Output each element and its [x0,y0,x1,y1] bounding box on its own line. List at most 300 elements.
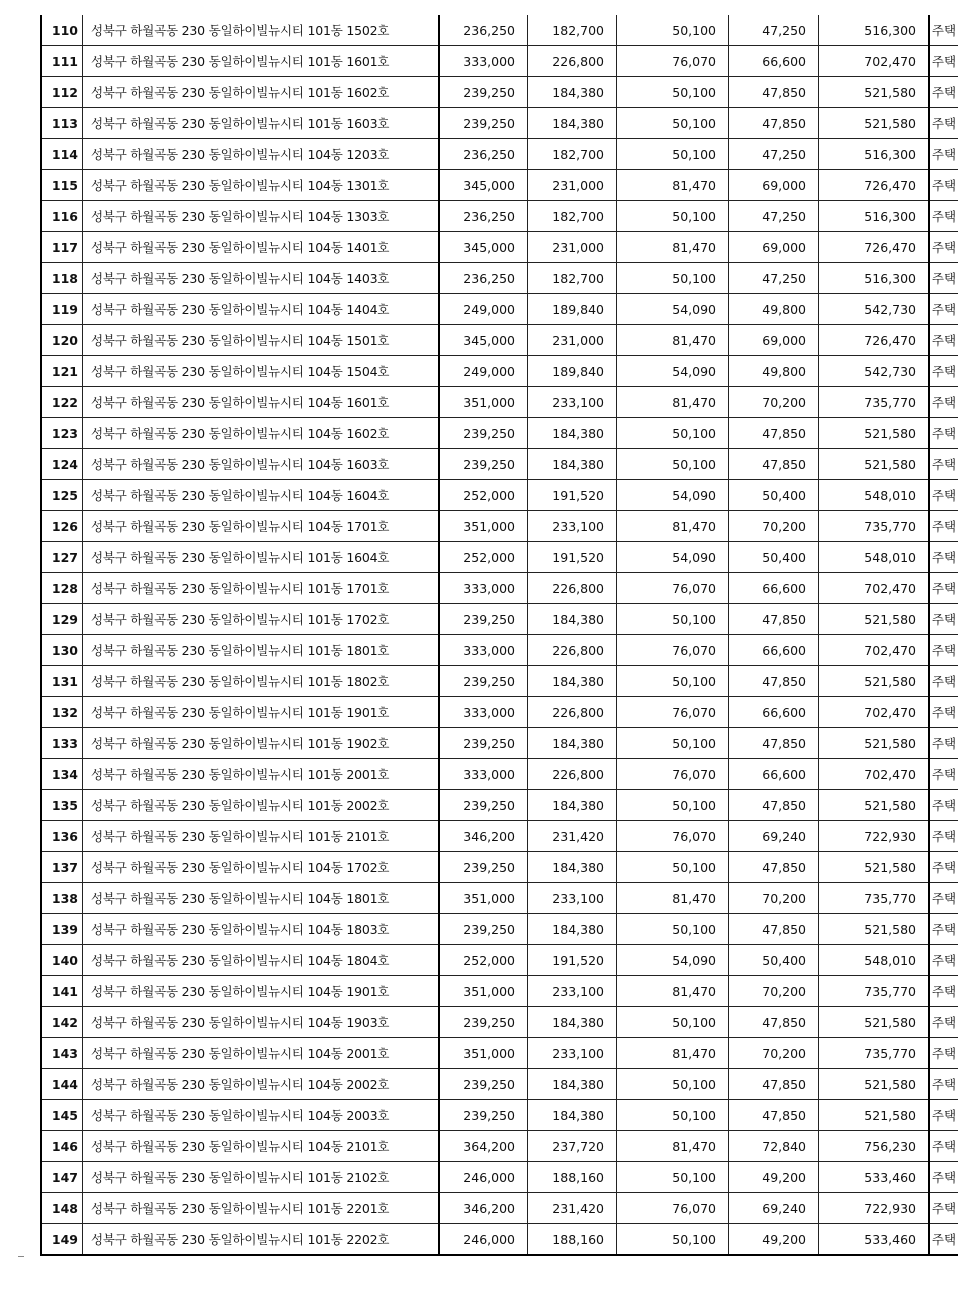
amount-total: 542,730 [819,294,930,325]
amount-col-2: 233,100 [528,511,617,542]
amount-total: 521,580 [819,108,930,139]
row-number: 126 [41,511,83,542]
amount-col-4: 69,000 [729,232,819,263]
amount-total: 702,470 [819,573,930,604]
amount-col-1: 239,250 [439,1069,528,1100]
table-row [41,790,958,821]
amount-col-1: 252,000 [439,542,528,573]
amount-col-3: 54,090 [617,945,729,976]
row-number: 146 [41,1131,83,1162]
property-type: 주택 [929,604,958,635]
amount-total: 548,010 [819,945,930,976]
row-number: 147 [41,1162,83,1193]
amount-col-3: 50,100 [617,201,729,232]
amount-col-3: 81,470 [617,170,729,201]
property-type: 주택 [929,449,958,480]
property-type: 주택 [929,1162,958,1193]
property-address: 성북구 하월곡동 230 동일하이빌뉴시티 104동 1602호 [83,418,440,449]
table-row [41,542,958,573]
amount-col-4: 47,850 [729,1069,819,1100]
amount-col-2: 191,520 [528,542,617,573]
amount-col-2: 226,800 [528,635,617,666]
amount-col-3: 50,100 [617,139,729,170]
amount-total: 533,460 [819,1162,930,1193]
amount-col-2: 189,840 [528,294,617,325]
amount-total: 521,580 [819,77,930,108]
amount-col-2: 233,100 [528,387,617,418]
amount-col-3: 50,100 [617,790,729,821]
amount-col-4: 47,250 [729,139,819,170]
amount-col-3: 50,100 [617,263,729,294]
amount-col-3: 54,090 [617,294,729,325]
table-row [41,139,958,170]
amount-col-4: 66,600 [729,759,819,790]
amount-col-3: 54,090 [617,542,729,573]
amount-col-1: 239,250 [439,77,528,108]
amount-col-3: 76,070 [617,697,729,728]
amount-col-3: 81,470 [617,232,729,263]
amount-col-3: 76,070 [617,759,729,790]
row-number: 124 [41,449,83,480]
property-address: 성북구 하월곡동 230 동일하이빌뉴시티 104동 1801호 [83,883,440,914]
table-row [41,108,958,139]
property-address: 성북구 하월곡동 230 동일하이빌뉴시티 104동 1504호 [83,356,440,387]
amount-total: 521,580 [819,790,930,821]
amount-col-4: 47,850 [729,77,819,108]
table-row [41,728,958,759]
property-type: 주택 [929,759,958,790]
table-row [41,914,958,945]
amount-col-1: 239,250 [439,1007,528,1038]
amount-col-4: 47,850 [729,108,819,139]
row-number: 112 [41,77,83,108]
amount-col-1: 236,250 [439,139,528,170]
property-type: 주택 [929,46,958,77]
table-row [41,1100,958,1131]
amount-col-4: 49,800 [729,356,819,387]
property-address: 성북구 하월곡동 230 동일하이빌뉴시티 104동 1804호 [83,945,440,976]
row-number: 120 [41,325,83,356]
row-number: 122 [41,387,83,418]
amount-total: 735,770 [819,976,930,1007]
amount-col-1: 236,250 [439,15,528,46]
row-number: 143 [41,1038,83,1069]
table-row [41,976,958,1007]
table-row [41,170,958,201]
amount-col-1: 239,250 [439,666,528,697]
amount-col-4: 70,200 [729,511,819,542]
amount-col-3: 50,100 [617,914,729,945]
amount-col-4: 47,250 [729,15,819,46]
amount-col-1: 239,250 [439,914,528,945]
amount-col-2: 191,520 [528,945,617,976]
amount-col-3: 50,100 [617,1100,729,1131]
amount-total: 735,770 [819,387,930,418]
amount-col-2: 184,380 [528,77,617,108]
table-row [41,480,958,511]
amount-col-4: 50,400 [729,945,819,976]
amount-col-4: 47,850 [729,604,819,635]
property-address: 성북구 하월곡동 230 동일하이빌뉴시티 101동 1601호 [83,46,440,77]
amount-total: 735,770 [819,511,930,542]
property-type: 주택 [929,821,958,852]
amount-col-1: 333,000 [439,46,528,77]
amount-col-3: 50,100 [617,852,729,883]
amount-col-4: 47,850 [729,914,819,945]
property-address: 성북구 하월곡동 230 동일하이빌뉴시티 104동 1702호 [83,852,440,883]
amount-col-3: 76,070 [617,46,729,77]
property-type: 주택 [929,976,958,1007]
amount-col-2: 231,000 [528,232,617,263]
amount-total: 726,470 [819,232,930,263]
row-number: 111 [41,46,83,77]
property-address: 성북구 하월곡동 230 동일하이빌뉴시티 101동 2102호 [83,1162,440,1193]
property-type: 주택 [929,77,958,108]
amount-col-3: 76,070 [617,573,729,604]
property-type: 주택 [929,1131,958,1162]
amount-total: 722,930 [819,821,930,852]
amount-total: 521,580 [819,1007,930,1038]
property-type: 주택 [929,883,958,914]
property-address: 성북구 하월곡동 230 동일하이빌뉴시티 101동 1901호 [83,697,440,728]
amount-col-1: 249,000 [439,294,528,325]
property-type: 주택 [929,139,958,170]
property-address: 성북구 하월곡동 230 동일하이빌뉴시티 104동 1901호 [83,976,440,1007]
property-address: 성북구 하월곡동 230 동일하이빌뉴시티 104동 2101호 [83,1131,440,1162]
amount-col-4: 49,200 [729,1162,819,1193]
property-address: 성북구 하월곡동 230 동일하이빌뉴시티 104동 1701호 [83,511,440,542]
property-address: 성북구 하월곡동 230 동일하이빌뉴시티 101동 1801호 [83,635,440,666]
row-number: 149 [41,1224,83,1256]
amount-col-4: 66,600 [729,573,819,604]
row-number: 127 [41,542,83,573]
amount-col-2: 231,000 [528,170,617,201]
property-address: 성북구 하월곡동 230 동일하이빌뉴시티 104동 1303호 [83,201,440,232]
amount-col-4: 47,850 [729,852,819,883]
table-row [41,418,958,449]
amount-total: 702,470 [819,697,930,728]
property-address: 성북구 하월곡동 230 동일하이빌뉴시티 101동 1602호 [83,77,440,108]
property-type: 주택 [929,1007,958,1038]
property-type: 주택 [929,728,958,759]
property-address: 성북구 하월곡동 230 동일하이빌뉴시티 101동 1802호 [83,666,440,697]
row-number: 113 [41,108,83,139]
property-address: 성북구 하월곡동 230 동일하이빌뉴시티 104동 1401호 [83,232,440,263]
table-row [41,1069,958,1100]
row-number: 125 [41,480,83,511]
amount-col-1: 239,250 [439,449,528,480]
amount-col-4: 50,400 [729,480,819,511]
amount-col-4: 70,200 [729,976,819,1007]
property-address: 성북구 하월곡동 230 동일하이빌뉴시티 101동 1603호 [83,108,440,139]
amount-col-3: 50,100 [617,1007,729,1038]
table-body [41,15,958,1255]
amount-col-1: 333,000 [439,697,528,728]
amount-total: 735,770 [819,883,930,914]
amount-col-2: 184,380 [528,914,617,945]
row-number: 133 [41,728,83,759]
property-address: 성북구 하월곡동 230 동일하이빌뉴시티 104동 1603호 [83,449,440,480]
property-type: 주택 [929,852,958,883]
property-type: 주택 [929,1224,958,1256]
amount-col-4: 70,200 [729,883,819,914]
amount-col-2: 233,100 [528,976,617,1007]
amount-col-1: 346,200 [439,1193,528,1224]
amount-col-3: 50,100 [617,1224,729,1256]
amount-col-1: 351,000 [439,387,528,418]
property-type: 주택 [929,573,958,604]
property-type: 주택 [929,356,958,387]
table-row [41,635,958,666]
property-type: 주택 [929,15,958,46]
amount-col-3: 81,470 [617,387,729,418]
amount-col-4: 47,850 [729,1007,819,1038]
amount-col-1: 333,000 [439,635,528,666]
amount-total: 516,300 [819,263,930,294]
amount-col-3: 54,090 [617,480,729,511]
amount-col-1: 345,000 [439,325,528,356]
table-row [41,945,958,976]
amount-col-1: 333,000 [439,759,528,790]
amount-col-4: 47,250 [729,263,819,294]
amount-col-1: 351,000 [439,883,528,914]
table-row [41,1038,958,1069]
row-number: 148 [41,1193,83,1224]
amount-total: 722,930 [819,1193,930,1224]
property-address: 성북구 하월곡동 230 동일하이빌뉴시티 104동 1601호 [83,387,440,418]
amount-col-2: 231,000 [528,325,617,356]
row-number: 118 [41,263,83,294]
amount-col-2: 189,840 [528,356,617,387]
amount-col-2: 182,700 [528,201,617,232]
property-type: 주택 [929,1038,958,1069]
amount-total: 533,460 [819,1224,930,1256]
amount-total: 516,300 [819,15,930,46]
amount-total: 702,470 [819,635,930,666]
amount-total: 521,580 [819,914,930,945]
property-address: 성북구 하월곡동 230 동일하이빌뉴시티 104동 2001호 [83,1038,440,1069]
property-address: 성북구 하월곡동 230 동일하이빌뉴시티 104동 1604호 [83,480,440,511]
amount-col-2: 184,380 [528,728,617,759]
amount-col-2: 182,700 [528,263,617,294]
property-address: 성북구 하월곡동 230 동일하이빌뉴시티 104동 1403호 [83,263,440,294]
property-address: 성북구 하월곡동 230 동일하이빌뉴시티 101동 1702호 [83,604,440,635]
row-number: 145 [41,1100,83,1131]
amount-col-4: 49,800 [729,294,819,325]
row-number: 121 [41,356,83,387]
table-row [41,1162,958,1193]
amount-col-4: 66,600 [729,635,819,666]
amount-col-1: 239,250 [439,418,528,449]
amount-col-2: 231,420 [528,821,617,852]
amount-col-2: 184,380 [528,418,617,449]
property-type: 주택 [929,945,958,976]
amount-col-1: 252,000 [439,945,528,976]
row-number: 131 [41,666,83,697]
property-type: 주택 [929,325,958,356]
table-row [41,356,958,387]
amount-total: 726,470 [819,170,930,201]
property-address: 성북구 하월곡동 230 동일하이빌뉴시티 104동 1301호 [83,170,440,201]
amount-col-1: 246,000 [439,1224,528,1256]
amount-total: 521,580 [819,666,930,697]
property-type: 주택 [929,542,958,573]
property-type: 주택 [929,1193,958,1224]
amount-col-1: 239,250 [439,108,528,139]
amount-col-2: 191,520 [528,480,617,511]
amount-col-3: 50,100 [617,728,729,759]
property-address: 성북구 하월곡동 230 동일하이빌뉴시티 104동 1203호 [83,139,440,170]
amount-col-4: 69,240 [729,821,819,852]
property-type: 주택 [929,263,958,294]
amount-col-2: 188,160 [528,1162,617,1193]
amount-col-3: 50,100 [617,108,729,139]
amount-total: 516,300 [819,139,930,170]
table-row [41,759,958,790]
amount-col-3: 54,090 [617,356,729,387]
amount-total: 542,730 [819,356,930,387]
table-row [41,294,958,325]
amount-col-2: 184,380 [528,1100,617,1131]
amount-col-2: 184,380 [528,449,617,480]
property-address: 성북구 하월곡동 230 동일하이빌뉴시티 101동 1902호 [83,728,440,759]
row-number: 140 [41,945,83,976]
amount-col-1: 236,250 [439,201,528,232]
row-number: 142 [41,1007,83,1038]
amount-col-1: 345,000 [439,170,528,201]
tax-table-page [40,15,958,1255]
amount-col-1: 351,000 [439,976,528,1007]
amount-col-3: 76,070 [617,635,729,666]
property-type: 주택 [929,232,958,263]
row-number: 130 [41,635,83,666]
row-number: 117 [41,232,83,263]
amount-col-2: 184,380 [528,852,617,883]
amount-col-4: 70,200 [729,387,819,418]
row-number: 129 [41,604,83,635]
property-address: 성북구 하월곡동 230 동일하이빌뉴시티 101동 2101호 [83,821,440,852]
amount-col-1: 333,000 [439,573,528,604]
amount-total: 521,580 [819,604,930,635]
amount-col-2: 184,380 [528,790,617,821]
row-number: 115 [41,170,83,201]
amount-col-4: 47,850 [729,666,819,697]
amount-col-2: 184,380 [528,1007,617,1038]
amount-col-2: 182,700 [528,139,617,170]
amount-col-1: 351,000 [439,1038,528,1069]
amount-col-1: 236,250 [439,263,528,294]
row-number: 135 [41,790,83,821]
row-number: 139 [41,914,83,945]
property-type: 주택 [929,666,958,697]
property-type: 주택 [929,697,958,728]
table-row [41,449,958,480]
property-address: 성북구 하월곡동 230 동일하이빌뉴시티 104동 1404호 [83,294,440,325]
property-type: 주택 [929,170,958,201]
table-row [41,1224,958,1256]
amount-total: 548,010 [819,542,930,573]
property-address: 성북구 하월곡동 230 동일하이빌뉴시티 101동 2202호 [83,1224,440,1256]
amount-col-4: 69,000 [729,325,819,356]
row-number: 141 [41,976,83,1007]
property-type: 주택 [929,1100,958,1131]
amount-col-3: 81,470 [617,511,729,542]
amount-col-3: 50,100 [617,666,729,697]
property-type: 주택 [929,108,958,139]
property-address: 성북구 하월곡동 230 동일하이빌뉴시티 101동 1502호 [83,15,440,46]
amount-col-4: 47,850 [729,728,819,759]
row-number: 138 [41,883,83,914]
amount-col-2: 226,800 [528,759,617,790]
row-number: 137 [41,852,83,883]
amount-col-4: 47,850 [729,1100,819,1131]
amount-col-4: 69,000 [729,170,819,201]
amount-col-4: 49,200 [729,1224,819,1256]
table-row [41,666,958,697]
amount-total: 702,470 [819,759,930,790]
amount-col-3: 50,100 [617,604,729,635]
amount-col-3: 81,470 [617,1038,729,1069]
table-row [41,325,958,356]
amount-total: 521,580 [819,852,930,883]
amount-total: 756,230 [819,1131,930,1162]
row-number: 123 [41,418,83,449]
row-number: 116 [41,201,83,232]
amount-col-3: 50,100 [617,1069,729,1100]
amount-col-2: 182,700 [528,15,617,46]
amount-col-3: 81,470 [617,325,729,356]
amount-col-3: 50,100 [617,418,729,449]
row-number: 132 [41,697,83,728]
property-type: 주택 [929,511,958,542]
amount-col-1: 345,000 [439,232,528,263]
property-address: 성북구 하월곡동 230 동일하이빌뉴시티 104동 1903호 [83,1007,440,1038]
property-type: 주택 [929,201,958,232]
table-row [41,387,958,418]
property-type: 주택 [929,790,958,821]
table-row [41,1007,958,1038]
amount-col-3: 50,100 [617,15,729,46]
amount-total: 548,010 [819,480,930,511]
table-row [41,201,958,232]
table-row [41,232,958,263]
table-row [41,77,958,108]
row-number: 114 [41,139,83,170]
amount-total: 702,470 [819,46,930,77]
table-row [41,821,958,852]
property-address: 성북구 하월곡동 230 동일하이빌뉴시티 104동 2003호 [83,1100,440,1131]
amount-total: 521,580 [819,1069,930,1100]
amount-col-4: 47,250 [729,201,819,232]
amount-col-3: 76,070 [617,1193,729,1224]
table-row [41,573,958,604]
property-address: 성북구 하월곡동 230 동일하이빌뉴시티 104동 2002호 [83,1069,440,1100]
property-address: 성북구 하월곡동 230 동일하이빌뉴시티 101동 1604호 [83,542,440,573]
amount-col-1: 239,250 [439,1100,528,1131]
amount-col-1: 351,000 [439,511,528,542]
amount-col-1: 346,200 [439,821,528,852]
row-number: 110 [41,15,83,46]
property-address: 성북구 하월곡동 230 동일하이빌뉴시티 104동 1803호 [83,914,440,945]
amount-col-1: 239,250 [439,728,528,759]
amount-col-2: 233,100 [528,883,617,914]
amount-col-2: 184,380 [528,108,617,139]
property-address: 성북구 하월곡동 230 동일하이빌뉴시티 104동 1501호 [83,325,440,356]
property-type: 주택 [929,387,958,418]
property-type: 주택 [929,635,958,666]
amount-col-2: 184,380 [528,666,617,697]
amount-total: 726,470 [819,325,930,356]
